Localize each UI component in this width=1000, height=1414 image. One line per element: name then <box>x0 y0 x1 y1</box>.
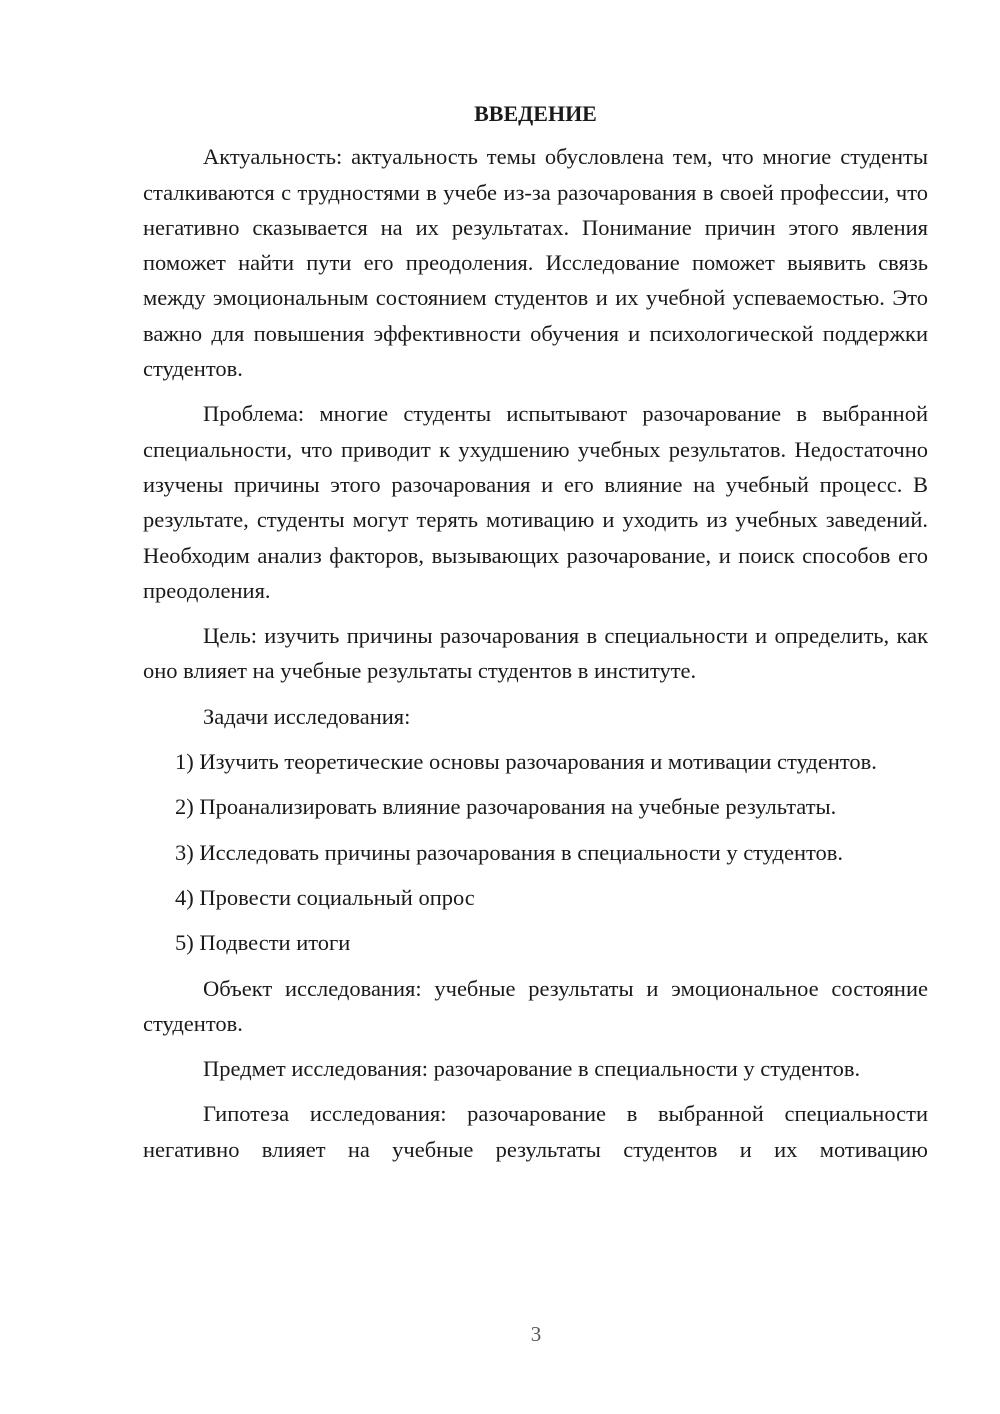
hypothesis-paragraph: Гипотеза исследования: разочарование в выбранной специальности негативно влияет на учебные результаты студентов и их мотивацию <box>143 1101 928 1162</box>
tasks-title: Задачи исследования: <box>203 703 411 729</box>
page-number: 3 <box>530 1322 542 1346</box>
goal-paragraph: Цель: изучить причины разочарования в специальности и определить, как оно влияет на учебные результаты студентов в институте. <box>143 623 928 684</box>
subject-paragraph: Предмет исследования: разочарование в специальности у студентов. <box>203 1056 861 1082</box>
object-paragraph: Объект исследования: учебные результаты и эмоциональное состояние студентов. <box>143 975 928 1036</box>
problem-paragraph: Проблема: многие студенты испытывают разочарование в выбранной специальности, что приводит к ухудшению учебных результатов. Недостаточно изучены причины этого разочарования и его влияние на учебный процесс. В результате, студенты могут терять мотивацию и уходить из учебных заведений. Необходим анализ факторов, вызывающих разочарование, и поиск способов его преодоления. <box>143 401 928 603</box>
relevance-paragraph: Актуальность: актуальность темы обусловлена тем, что многие студенты сталкиваются с трудностями в учебе из-за разочарования в своей профессии, что негативно сказывается на их результатах. Понимание причин этого явления поможет найти пути его преодоления. Исследование поможет выявить связь между эмоциональным состоянием студентов и их учебной успеваемостью. Это важно для повышения эффективности обучения и психологической поддержки студентов. <box>143 144 928 382</box>
task-item: 4) Провести социальный опрос <box>175 884 475 910</box>
task-item: 5) Подвести итоги <box>175 930 351 956</box>
task-item: 1) Изучить теоретические основы разочарования и мотивации студентов. <box>175 749 877 775</box>
task-item: 2) Проанализировать влияние разочарования на учебные результаты. <box>175 794 837 820</box>
page-content <box>143 96 928 1167</box>
section-heading: ВВЕДЕНИЕ <box>474 101 597 126</box>
task-item: 3) Исследовать причины разочарования в специальности у студентов. <box>175 839 844 865</box>
